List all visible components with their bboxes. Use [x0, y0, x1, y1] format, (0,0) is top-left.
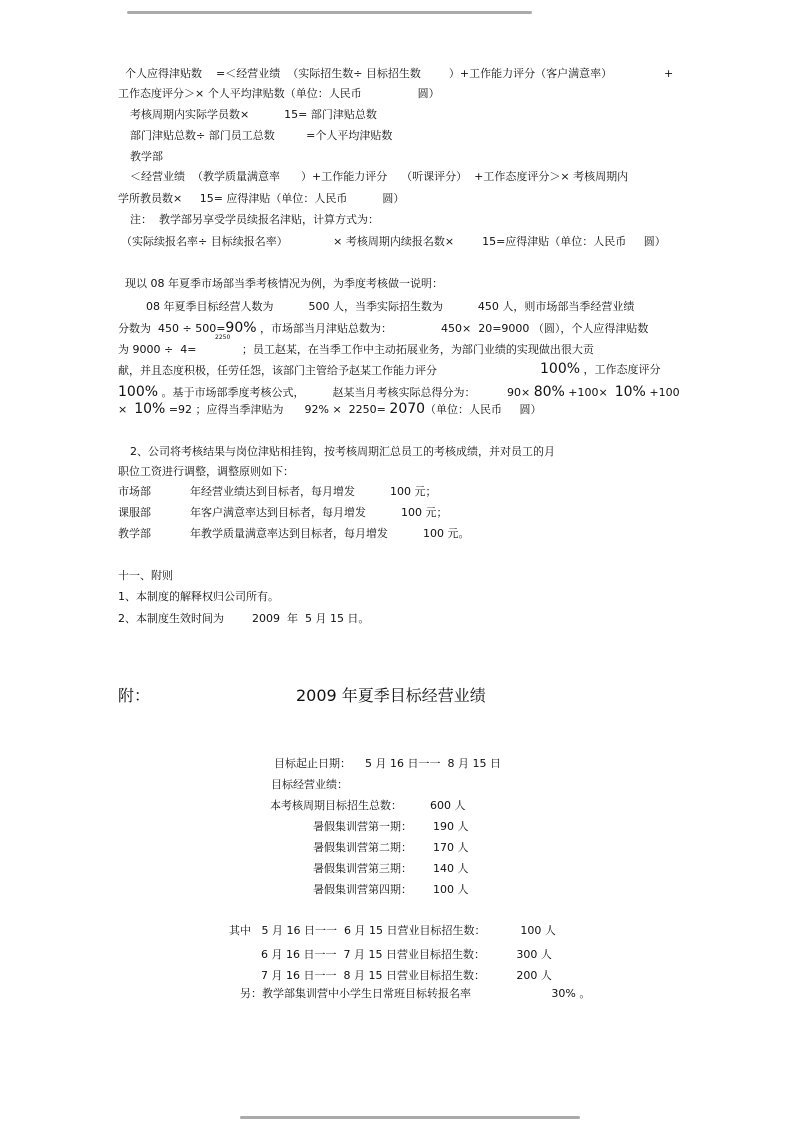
formula-line-1-plus: + [664, 67, 674, 80]
bottom-scroll-edge [240, 1116, 580, 1119]
rule2-line-1: 2、公司将考核结果与岗位津贴相挂钩，按考核周期汇总员工的考核成绩，并对员工的月 [130, 445, 555, 458]
text: 80% [533, 384, 565, 400]
camp-target: 暑假集训营第三期： 140 人 [313, 862, 469, 875]
rule-text: 年经营业绩达到目标者，每月增发 100 元； [190, 485, 437, 498]
handwritten-note: 2250 [215, 334, 231, 341]
rule-dept: 课服部 [118, 506, 151, 519]
appendix-note: 另：教学部集训营中小学生日常班目标转报名率 30% 。 [240, 987, 591, 1000]
text: +100 [645, 386, 680, 399]
text: 90% [225, 320, 257, 336]
target-period: 目标起止日期： 5 月 16 日一一 8 月 15 日 [274, 757, 501, 770]
monthly-target: 7 月 16 日一一 8 月 15 日营业目标招生数： 200 人 [261, 969, 552, 982]
camp-target: 暑假集训营第一期： 190 人 [313, 820, 469, 833]
example-line-6 [118, 385, 680, 400]
example-line-5a: 献，并且态度积极，任劳任怨，该部门主管给予赵某工作能力评分 [118, 364, 437, 377]
formula-note: 注： 教学部另享受学员续报名津贴，计算方式为： [130, 213, 379, 226]
text: 10% [134, 401, 166, 417]
formula-line-7: 学所教员数× 15= 应得津贴（单位：人民币 圆） [118, 192, 405, 205]
rule2-line-2: 职位工资进行调整，调整原则如下： [118, 465, 294, 478]
appendix-prefix: 附： [118, 686, 151, 705]
camp-target: 暑假集训营第四期： 100 人 [313, 883, 469, 896]
formula-line-5: 教学部 [130, 150, 163, 163]
text: 100% [118, 384, 159, 400]
target-total: 本考核周期目标招生总数： 600 人 [270, 799, 466, 812]
formula-line-3: 考核周期内实际学员数× 15= 部门津贴总数 [130, 108, 377, 121]
top-scroll-edge [127, 11, 532, 14]
rule-text: 年教学质量满意率达到目标者，每月增发 100 元。 [190, 527, 470, 540]
example-line-4: 为 9000 ÷ 4= ；员工赵某，在当季工作中主动拓展业务，为部门业绩的实现做出很大贡 [118, 343, 594, 356]
target-performance-label: 目标经营业绩： [271, 778, 348, 791]
formula-line-6: ＜经营业绩 （教学质量满意率 ）+工作能力评分 （听课评分） +工作态度评分＞× 考核周期内 [130, 170, 629, 183]
rule-dept: 教学部 [118, 527, 151, 540]
text: （单位：人民币 圆） [425, 403, 542, 416]
text: 100% [540, 361, 581, 377]
section-11-title: 十一、附则 [118, 569, 173, 582]
example-line-7 [118, 402, 542, 417]
monthly-target: 其中 5 月 16 日一一 6 月 15 日营业目标招生数： 100 人 [229, 924, 556, 937]
example-line-2: 08 年夏季目标经营人数为 500 人，当季实际招生数为 450 人，则市场部当季经营业绩 [146, 300, 635, 313]
text: =92 ；应得当季津贴为 92% × 2250= [165, 403, 390, 416]
text: +100× [564, 386, 615, 399]
example-line-3 [118, 321, 648, 336]
monthly-target: 6 月 16 日一一 7 月 15 日营业目标招生数： 300 人 [261, 948, 552, 961]
example-line-5b [540, 362, 661, 377]
text: 2070 [389, 401, 426, 417]
formula-line-4: 部门津贴总数÷ 部门员工总数 =个人平均津贴数 [130, 129, 393, 142]
appendix-title: 2009 年夏季目标经营业绩 [296, 686, 486, 705]
camp-target: 暑假集训营第二期： 170 人 [313, 841, 469, 854]
text: 。基于市场部季度考核公式， 赵某当月考核实际总得分为： 90× [158, 386, 534, 399]
example-intro: 现以 08 年夏季市场部当季考核情况为例，为季度考核做一说明： [125, 277, 443, 290]
section-11-item: 2、本制度生效时间为 2009 年 5 月 15 日。 [118, 612, 370, 625]
formula-line-9: （实际续报名率÷ 目标续报名率） × 考核周期内续报名数× 15=应得津贴（单位：人民币 圆） [121, 235, 666, 248]
text: ，市场部当月津贴总数为： 450× 20=9000 （圆），个人应得津贴数 [256, 322, 649, 335]
text: ，工作态度评分 [580, 363, 661, 376]
text: 分数为 450 ÷ 500= [118, 322, 226, 335]
formula-line-1: 个人应得津贴数 =＜经营业绩 （实际招生数÷ 目标招生数 ）+工作能力评分（客户满意率） [125, 67, 613, 80]
rule-text: 年客户满意率达到目标者，每月增发 100 元； [190, 506, 448, 519]
text: × [118, 403, 135, 416]
section-11-item: 1、本制度的解释权归公司所有。 [118, 590, 279, 603]
formula-line-2: 工作态度评分＞× 个人平均津贴数（单位：人民币 圆） [118, 87, 440, 100]
text: 10% [614, 384, 646, 400]
rule-dept: 市场部 [118, 485, 151, 498]
